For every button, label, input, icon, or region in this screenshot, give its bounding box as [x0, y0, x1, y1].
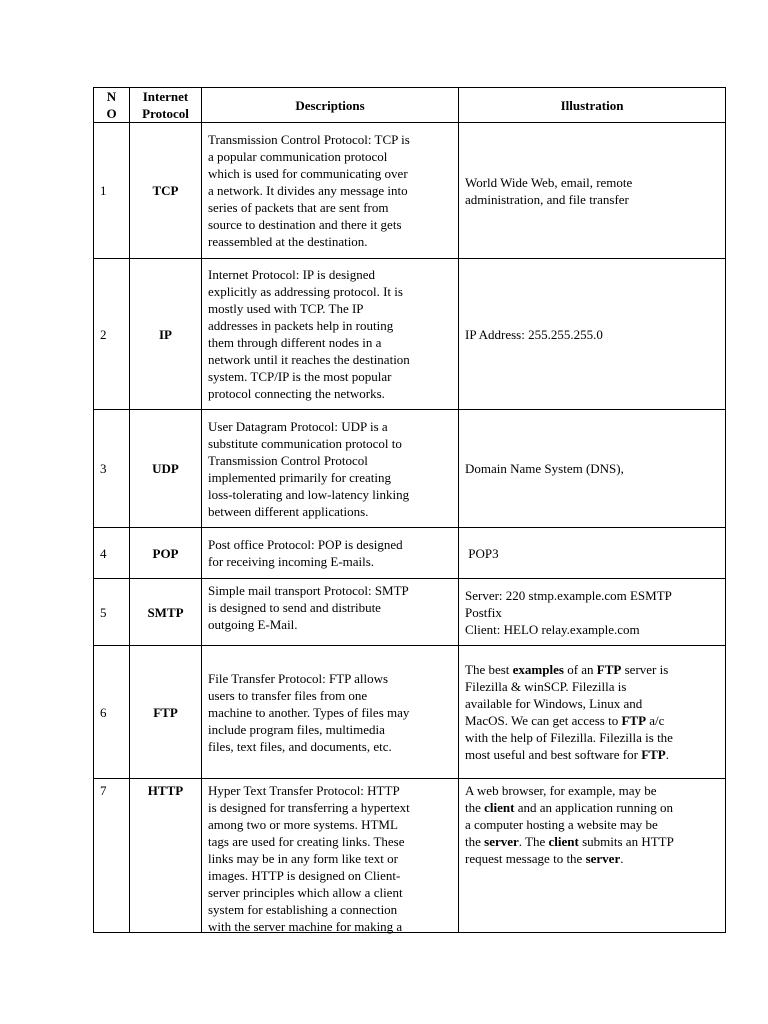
description-line: series of packets that are sent from	[208, 200, 389, 215]
description-line: tags are used for creating links. These	[208, 834, 405, 849]
illustration-line: A web browser, for example, may be	[465, 783, 657, 798]
illustration-line: IP Address: 255.255.255.0	[465, 326, 603, 342]
table-row	[94, 410, 726, 528]
protocol-description	[202, 646, 459, 779]
illustration-line	[465, 799, 720, 816]
protocol-illustration	[459, 646, 726, 779]
text: submits an HTTP	[578, 834, 674, 849]
header-no	[94, 88, 130, 123]
illustration-line: POP3	[465, 545, 499, 561]
bold-text: client	[484, 800, 515, 815]
table-row	[94, 528, 726, 579]
text: .	[665, 747, 669, 762]
description-line: with the server machine for making a	[208, 919, 403, 934]
illustration-line: administration, and file transfer	[465, 191, 629, 207]
header-descriptions: Descriptions	[202, 88, 459, 123]
protocol-illustration	[459, 528, 726, 579]
description-line: a network. It divides any message into	[208, 183, 408, 198]
header-row	[94, 88, 726, 123]
text: the	[465, 834, 485, 849]
header-no-line2: O	[106, 106, 117, 121]
description-line: system. TCP/IP is the most popular	[208, 369, 392, 384]
protocol-illustration	[459, 579, 726, 646]
text: The best	[465, 662, 513, 677]
text: request message to the	[465, 851, 586, 866]
header-protocol-line2: Protocol	[142, 106, 189, 121]
description-spacer	[208, 633, 453, 643]
description-line: Simple mail transport Protocol: SMTP	[208, 582, 409, 598]
illustration-line: Filezilla & winSCP. Filezilla is	[465, 679, 627, 694]
description-line: explicitly as addressing protocol. It is	[208, 284, 403, 299]
bold-text: server	[585, 851, 621, 866]
description-line: Transmission Control Protocol: TCP is	[208, 132, 410, 147]
description-line: between different applications.	[208, 503, 369, 519]
protocol-description	[202, 410, 459, 528]
description-line: server principles which allow a client	[208, 885, 403, 900]
text: server is	[621, 662, 669, 677]
description-line: them through different nodes in a	[208, 335, 382, 350]
description-line: include program files, multimedia	[208, 721, 385, 737]
description-line: users to transfer files from one	[208, 687, 368, 703]
illustration-line	[465, 746, 720, 763]
description-line: which is used for communicating over	[208, 166, 408, 181]
description-line: User Datagram Protocol: UDP is a	[208, 418, 388, 434]
bold-text: server	[484, 834, 519, 849]
row-number: 4	[94, 528, 130, 579]
description-clip	[208, 782, 453, 934]
description-line: is designed to send and distribute	[208, 599, 381, 615]
row-number: 2	[94, 259, 130, 410]
header-illustration: Illustration	[459, 88, 726, 123]
description-line: substitute communication protocol to	[208, 435, 402, 451]
description-line: network until it reaches the destination	[208, 352, 410, 367]
description-line: for receiving incoming E-mails.	[208, 554, 375, 569]
protocol-description	[202, 579, 459, 646]
description-line: outgoing E-Mail.	[208, 616, 298, 632]
bold-text: FTP	[641, 747, 666, 762]
protocol-name: HTTP	[130, 779, 202, 933]
text: . The	[518, 834, 549, 849]
illustration-line: World Wide Web, email, remote	[465, 174, 633, 190]
illustration-line: a computer hosting a website may be	[465, 817, 658, 832]
protocol-name: FTP	[130, 646, 202, 779]
row-number: 6	[94, 646, 130, 779]
illustration-line: Postfix	[465, 604, 502, 620]
description-line: Transmission Control Protocol	[208, 452, 368, 468]
description-line: implemented primarily for creating	[208, 469, 392, 485]
protocol-description	[202, 528, 459, 579]
illustration-line	[465, 833, 720, 850]
illustration-line: Client: HELO relay.example.com	[465, 621, 640, 637]
protocol-illustration	[459, 259, 726, 410]
illustration-line: Domain Name System (DNS),	[465, 461, 624, 476]
bold-text: FTP	[596, 662, 622, 677]
header-protocol	[130, 88, 202, 123]
description-line: File Transfer Protocol: FTP allows	[208, 670, 389, 686]
table-row	[94, 259, 726, 410]
description-line: among two or more systems. HTML	[208, 817, 398, 832]
illustration-line	[465, 850, 720, 867]
protocol-name: TCP	[130, 123, 202, 259]
description-line: a popular communication protocol	[208, 149, 388, 164]
text: and an application running on	[514, 800, 673, 815]
text: .	[620, 851, 624, 866]
row-number: 5	[94, 579, 130, 646]
text: most useful and best software for	[465, 747, 642, 762]
illustration-line	[465, 712, 720, 729]
protocol-table	[93, 87, 726, 933]
protocol-illustration	[459, 123, 726, 259]
protocol-name: UDP	[130, 410, 202, 528]
description-line: Hyper Text Transfer Protocol: HTTP	[208, 783, 400, 798]
protocol-name: IP	[130, 259, 202, 410]
bold-text: examples	[512, 662, 564, 677]
table-row	[94, 779, 726, 933]
description-line: addresses in packets help in routing	[208, 318, 394, 333]
description-line: links may be in any form like text or	[208, 851, 398, 866]
description-line: images. HTTP is designed on Client-	[208, 868, 401, 883]
row-number: 3	[94, 410, 130, 528]
protocol-name: POP	[130, 528, 202, 579]
table-row	[94, 123, 726, 259]
text: the	[465, 800, 485, 815]
table-row	[94, 646, 726, 779]
bold-text: FTP	[621, 713, 647, 728]
description-line: reassembled at the destination.	[208, 234, 368, 249]
description-line: Post office Protocol: POP is designed	[208, 537, 403, 552]
description-line: protocol connecting the networks.	[208, 386, 385, 401]
table-row	[94, 579, 726, 646]
illustration-line: available for Windows, Linux and	[465, 696, 643, 711]
illustration-line: Server: 220 stmp.example.com ESMTP	[465, 587, 672, 603]
description-line: system for establishing a connection	[208, 902, 398, 917]
description-line: Internet Protocol: IP is designed	[208, 267, 376, 282]
row-number: 7	[94, 779, 130, 933]
description-line: files, text files, and documents, etc.	[208, 738, 392, 754]
bold-text: client	[548, 834, 579, 849]
header-no-line1: N	[106, 89, 117, 104]
text: of an	[563, 662, 597, 677]
illustration-line	[465, 661, 720, 678]
description-line: machine to another. Types of files may	[208, 704, 410, 720]
protocol-description	[202, 123, 459, 259]
illustration-line: with the help of Filezilla. Filezilla is the	[465, 730, 673, 745]
description-line: source to destination and there it gets	[208, 217, 402, 232]
text: a/c	[646, 713, 665, 728]
protocol-description	[202, 779, 459, 933]
description-line: loss-tolerating and low-latency linking	[208, 486, 410, 502]
description-line: is designed for transferring a hypertext	[208, 800, 410, 815]
protocol-illustration	[459, 410, 726, 528]
protocol-description	[202, 259, 459, 410]
text: MacOS. We can get access to	[465, 713, 622, 728]
protocol-illustration	[459, 779, 726, 933]
header-protocol-line1: Internet	[142, 89, 189, 104]
description-line: mostly used with TCP. The IP	[208, 301, 364, 316]
protocol-name: SMTP	[130, 579, 202, 646]
row-number: 1	[94, 123, 130, 259]
